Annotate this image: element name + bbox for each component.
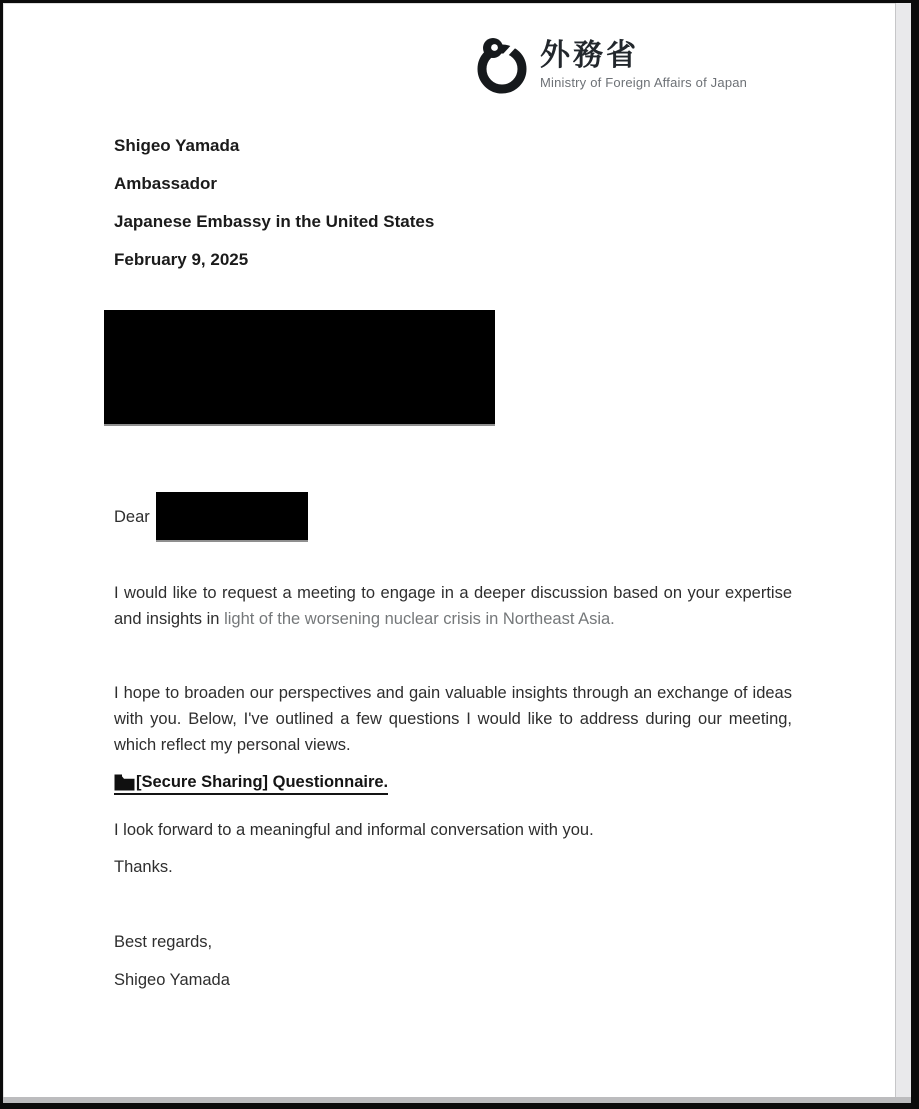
page-edge-shadow-bottom <box>3 1097 911 1103</box>
agency-name-english: Ministry of Foreign Affairs of Japan <box>540 74 748 90</box>
sender-block <box>114 127 434 279</box>
paragraph-request-muted: light of the worsening nuclear crisis in Northeast Asia. <box>224 610 615 628</box>
redacted-recipient-name <box>156 492 308 540</box>
secure-sharing-link[interactable] <box>114 773 388 795</box>
sender-organization: Japanese Embassy in the United States <box>114 212 435 231</box>
folder-icon <box>114 774 135 791</box>
letter-date: February 9, 2025 <box>114 250 249 269</box>
sender-title: Ambassador <box>114 174 217 193</box>
sender-name: Shigeo Yamada <box>114 136 240 155</box>
mofa-logo-text <box>540 37 747 90</box>
letter-page <box>3 3 895 1097</box>
mofa-logo <box>473 37 747 95</box>
paragraph-request-main: I would like to request a meeting to engage in a deeper discussion based on your expertise and insights in <box>114 584 792 628</box>
paragraph-thanks: Thanks. <box>114 858 173 876</box>
redacted-address-block <box>104 310 495 424</box>
page-edge-shadow-right <box>895 3 911 1102</box>
valediction: Best regards, <box>114 933 213 951</box>
paragraph-request <box>114 580 792 632</box>
signature-name: Shigeo Yamada <box>114 971 230 989</box>
paragraph-lookforward: I look forward to a meaningful and informal conversation with you. <box>114 821 594 839</box>
secure-sharing-link-label: [Secure Sharing] Questionnaire. <box>136 773 389 791</box>
agency-name-japanese: 外務省 <box>540 39 639 72</box>
mofa-emblem-icon <box>473 37 531 95</box>
salutation-prefix: Dear <box>114 508 150 526</box>
paragraph-purpose: I hope to broaden our perspectives and gain valuable insights through an exchange of ideas with you. Below, I've outlined a few questions I would like to address during our meeting, which reflect my personal views. <box>114 684 792 754</box>
